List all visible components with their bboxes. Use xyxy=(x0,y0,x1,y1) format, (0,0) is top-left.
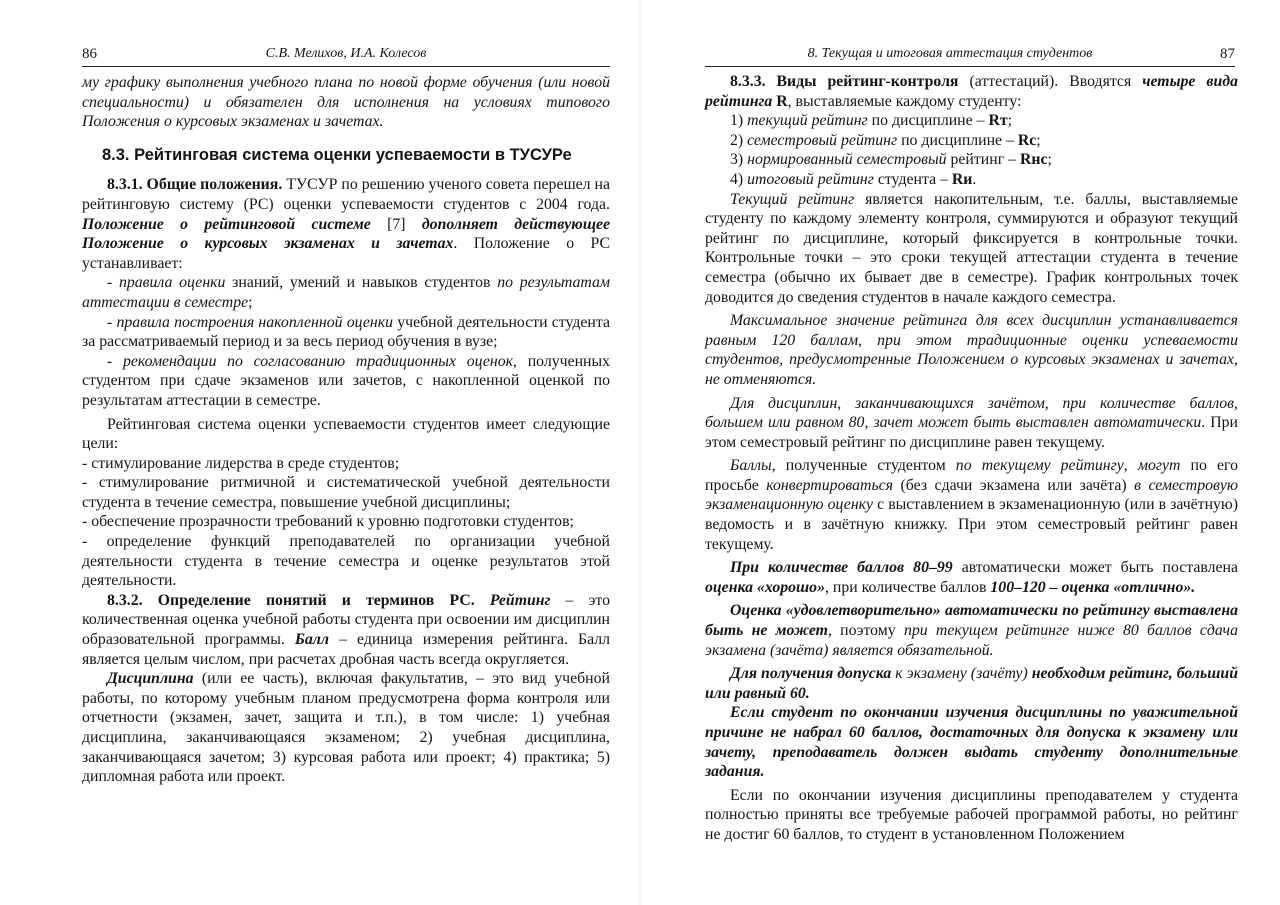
rating-list-item: 2) семестровый рейтинг по дисциплине – Rс; xyxy=(730,131,1041,149)
satisfactory-paragraph: Оценка «удовлетворительно» автоматически по рейтингу выставлена быть не может, поэтому при текущем рейтинге ниже 80 баллов сдача экзамена (зачёта) является обязательной. xyxy=(705,602,1238,659)
right-page-text xyxy=(705,72,1238,845)
intro-paragraph: му графику выполнения учебного плана по новой форме обучения (или новой специальности) и обязателен для исполнения на условиях типового Положения о курсовых экзаменах и зачетах. xyxy=(82,74,610,131)
points-paragraph: Баллы, полученные студентом по текущему рейтингу, могут по его просьбе конвертироваться (без сдачи экзамена или зачёта) в семестровую экзаменационную оценку с выставлением в экзаменационную (или в зачётную) ведомость и в зачётную книжку. При этом семестровый рейтинг равен текущему. xyxy=(705,457,1238,553)
last-paragraph: Если по окончании изучения дисциплины преподавателем у студента полностью приняты все требуемые рабочей программой работы, но рейтинг не достиг 60 баллов, то студент в установленном Положением xyxy=(705,786,1238,843)
goal-item: - стимулирование ритмичной и систематической учебной деятельности студента в течение семестра, повышение учебной дисциплины; xyxy=(82,474,610,511)
left-page-text xyxy=(82,73,610,787)
max-value-paragraph: Максимальное значение рейтинга для всех дисциплин устанавливается равным 120 баллам, при этом традиционные оценки успеваемости студентов, предусмотренные Положением о курсовых экзаменах и зачетах, не отменяются. xyxy=(705,312,1238,388)
left-page-number: 86 xyxy=(82,46,97,62)
valid-reason-paragraph: Если студент по окончании изучения дисциплины по уважительной причине не набрал 60 баллов, достаточных для допуска к экзамену или зачету, преподаватель должен выдать студенту дополнительные задания. xyxy=(705,704,1238,781)
rating-list-item: 4) итоговый рейтинг студента – Rи. xyxy=(730,170,977,188)
admission-paragraph: Для получения допуска к экзамену (зачёту) необходим рейтинг, больший или равный 60. xyxy=(705,665,1238,702)
general-provisions-paragraph: 8.3.1. Общие положения. ТУСУР по решению ученого совета перешел на рейтинговую систему (РС) оценки успеваемости студентов с 2004 года. Положение о рейтинговой системе [7] дополняет действующее Положение о курсовых экзаменах и зачетах. Положение о РС устанавливает: xyxy=(82,176,610,272)
current-rating-paragraph: Текущий рейтинг является накопительным, т.е. баллы, выставляемые студенту по каждому элементу контроля, суммируются и образуют текущий рейтинг по дисциплине, который фиксируется в контрольные точки. Контрольные точки – это сроки текущей аттестации студента в течение семестра (обычно их бывает две в семестре). График контрольных точек доводится до сведения студентов в начале каждого семестра. xyxy=(705,190,1238,306)
subsection-title: 8.3.3. Виды рейтинг-контроля xyxy=(730,73,959,90)
goal-item: - определение функций преподавателей по организации учебной деятельности студента в течение семестра и оценке результатов этой деятельности. xyxy=(82,533,610,590)
section-heading: 8.3. Рейтинговая система оценки успеваемости в ТУСУРе xyxy=(102,145,572,164)
rating-list-item: 3) нормированный семестровый рейтинг – Rнс; xyxy=(730,151,1052,169)
subsection-title: 8.3.2. Определение понятий и терминов РС. xyxy=(107,591,475,609)
right-page-number: 87 xyxy=(1220,46,1235,62)
discipline-paragraph: Дисциплина (или ее часть), включая факультатив, – это вид учебной работы, по которому учебным планом предусмотрена форма контроля или отчетности (экзамен, зачет, защита и т.п.), в том числе: 1) учебная дисциплина, заканчивающаяся экзаменом; 2) учебная дисциплина, заканчивающаяся зачетом; 3) курсовая работа или проект; 4) практика; 5) дипломная работа или проект. xyxy=(82,670,610,786)
right-running-head xyxy=(705,44,1235,67)
left-running-title: С.В. Мелихов, И.А. Колесов xyxy=(265,46,427,61)
subsection-title: 8.3.1. Общие положения. xyxy=(107,176,283,194)
goals-intro: Рейтинговая система оценки успеваемости студентов имеет следующие цели: xyxy=(82,415,610,453)
list-item: - правила оценки знаний, умений и навыков студентов по результатам аттестации в семестре; xyxy=(82,274,611,311)
rating-types-paragraph: 8.3.3. Виды рейтинг-контроля (аттестаций). Вводятся четыре вида рейтинга R, выставляемые каждому студенту: xyxy=(705,73,1238,110)
definitions-paragraph: 8.3.2. Определение понятий и терминов РС. Рейтинг – это количественная оценка учебной работы студента при освоении им дисциплин образовательной программы. Балл – единица измерения рейтинга. Балл является целым числом, при расчетах дробная часть всегда округляется. xyxy=(82,591,610,668)
left-running-head xyxy=(82,44,610,67)
right-page xyxy=(640,0,1280,905)
list-item: - рекомендации по согласованию традиционных оценок, полученных студентом при сдаче экзаменов или зачетов, с накопленной оценкой по результатам аттестации в семестре. xyxy=(82,352,610,409)
zachet-paragraph: Для дисциплин, заканчивающихся зачётом, при количестве баллов, большем или равном 80, зачет может быть выставлен автоматически. При этом семестровый рейтинг по дисциплине равен текущему. xyxy=(705,394,1238,451)
goal-item: - стимулирование лидерства в среде студентов; xyxy=(82,454,400,472)
list-item: - правила построения накопленной оценки учебной деятельности студента за рассматриваемый период и за весь период обучения в вузе; xyxy=(82,313,610,351)
goal-item: - обеспечение прозрачности требований к уровню подготовки студентов; xyxy=(82,513,574,531)
rating-list-item: 1) текущий рейтинг по дисциплине – Rт; xyxy=(730,112,1012,130)
right-running-title: 8. Текущая и итоговая аттестация студентов xyxy=(807,46,1093,61)
auto-grade-paragraph: При количестве баллов 80–99 автоматически может быть поставлена оценка «хорошо», при количестве баллов 100–120 – оценка «отлично». xyxy=(705,559,1238,596)
